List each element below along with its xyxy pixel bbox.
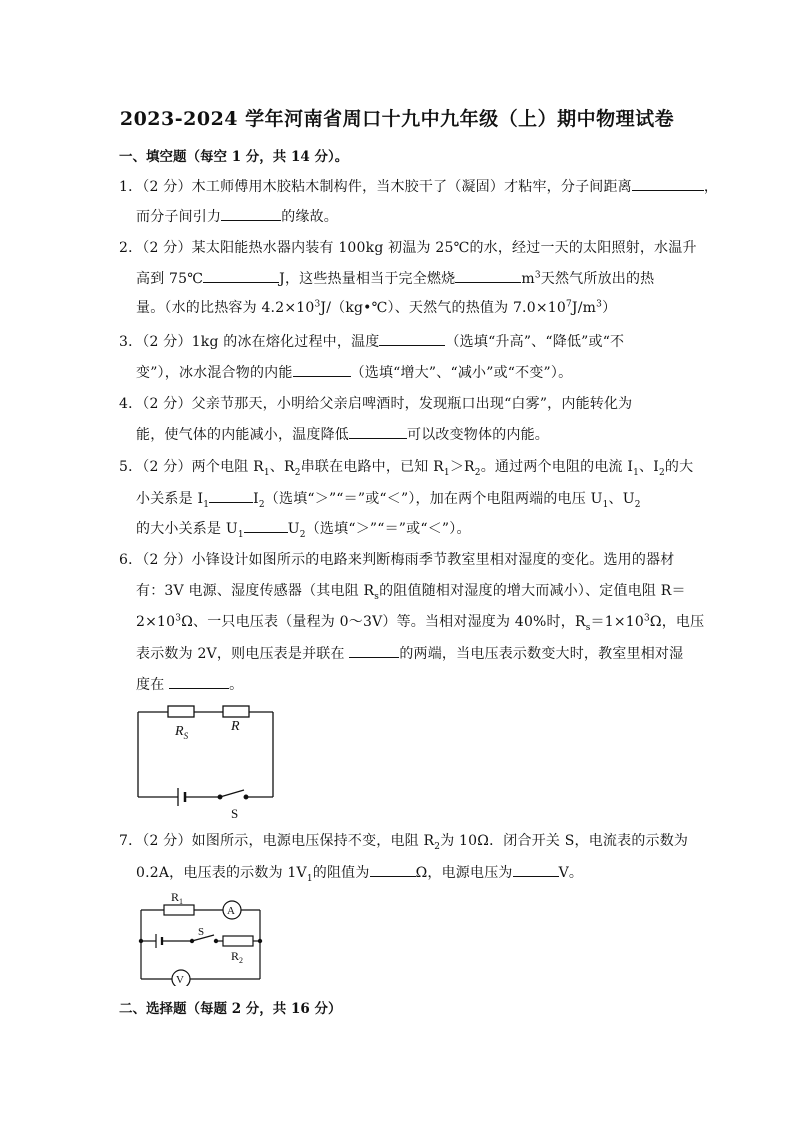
question-5-line-3: 的大小关系是 $U_1$ $U_2$（选填“＞”“＝”或“＜”）。 xyxy=(136,518,676,539)
section-heading-fill-blank: 一、填空题（每空 1 分，共 14 分）。 xyxy=(119,149,349,165)
answer-blank[interactable] xyxy=(513,862,559,877)
resistor-r2 xyxy=(223,936,253,946)
answer-blank[interactable] xyxy=(455,268,521,283)
answer-blank[interactable] xyxy=(244,518,288,533)
rs-label: $R_S$ xyxy=(175,724,189,741)
answer-blank[interactable] xyxy=(370,862,416,877)
question-5-line-1: 5．（2 分）两个电阻 $R_1$、$R_2$串联在电路中，已知 $R_1>R_2$。通过两个电阻的电流 $I_1$、$I_2$的大 xyxy=(119,459,694,478)
question-3-line-1: 3．（2 分）1kg 的冰在熔化过程中，温度 （选填“升高”、“降低”或“不 xyxy=(119,331,679,352)
answer-blank[interactable] xyxy=(349,643,399,658)
question-6-line-2: 有：3V 电源、湿度传感器（其电阻 $R_s$的阻值随相对湿度的增大而减小）、定值电阻 R＝ xyxy=(136,583,686,602)
resistor-r1 xyxy=(164,905,194,915)
answer-blank[interactable] xyxy=(203,268,279,283)
answer-blank[interactable] xyxy=(349,424,407,439)
question-2-line-1: 2．（2 分）某太阳能热水器内装有 100kg 初温为 25℃的水，经过一天的太阳照射，水温升 xyxy=(119,240,697,256)
sensor-resistor-rs xyxy=(168,706,194,717)
ammeter-voltmeter-circuit-diagram xyxy=(128,886,268,986)
ammeter-label: A xyxy=(227,905,235,917)
question-1-line-2: 而分子间引力 的缘故。 xyxy=(136,206,676,227)
page-title: 2023-2024 学年河南省周口十九中九年级（上）期中物理试卷 xyxy=(119,108,675,130)
question-2-line-3: 量。（水的比热容为 $4.2\times 10^3J/(kg•℃)$、天然气的热值为 $7.0\times 10^7J/m^3$） xyxy=(136,299,617,316)
voltmeter-label: V xyxy=(176,974,184,986)
question-1-line-1: 1．（2 分）木工师傅用木胶粘木制构件，当木胶干了（凝固）才粘牢，分子间距离 ， xyxy=(119,176,679,197)
question-4-line-2: 能，使气体的内能减小，温度降低 可以改变物体的内能。 xyxy=(136,424,676,445)
r-label: R xyxy=(231,719,240,734)
question-7-line-1: 7．（2 分）如图所示，电源电压保持不变，电阻 $R_2$为 10Ω．闭合开关 S，电流表的示数为 xyxy=(119,833,689,852)
question-6-line-4: 表示数为 2V，则电压表是并联在 的两端，当电压表示数变大时，教室里相对湿 xyxy=(136,643,676,664)
humidity-circuit-diagram xyxy=(130,700,290,825)
question-6-line-1: 6．（2 分）小锋设计如图所示的电路来判断梅雨季节教室里相对湿度的变化。选用的器材 xyxy=(119,552,675,568)
answer-blank[interactable] xyxy=(379,331,445,346)
question-4-line-1: 4．（2 分）父亲节那天，小明给父亲启啤酒时，发现瓶口出现“白雾”，内能转化为 xyxy=(119,396,633,412)
fixed-resistor-r xyxy=(223,706,249,717)
answer-blank[interactable] xyxy=(632,176,704,191)
question-5-line-2: 小关系是 $I_1$ $I_2$（选填“＞”“＝”或“＜”），加在两个电阻两端的电压 $U_1$、$U_2$ xyxy=(136,488,676,509)
answer-blank[interactable] xyxy=(293,362,351,377)
r1-label: $R_1$ xyxy=(171,890,184,906)
s-label: S xyxy=(231,806,239,821)
answer-blank[interactable] xyxy=(209,488,253,503)
section-heading-multiple-choice: 二、选择题（每题 2 分，共 16 分） xyxy=(119,1001,342,1017)
answer-blank[interactable] xyxy=(221,206,281,221)
switch-s xyxy=(220,790,244,797)
question-2-line-2: 高到 75℃ J，这些热量相当于完全燃烧 $m^3$天然气所放出的热 xyxy=(136,268,676,289)
answer-blank[interactable] xyxy=(169,674,229,689)
question-7-line-2: 0.2A，电压表的示数为 $1V_1$的阻值为 Ω，电源电压为 V。 xyxy=(136,862,676,883)
switch-label: S xyxy=(198,926,205,938)
r2-label: $R_2$ xyxy=(231,949,244,965)
question-6-line-3: $2\times 10^3\Omega$、一只电压表（量程为 0～3V）等。当相对湿度为 40%时，$R_s=1\times 10^3\Omega$，电压 xyxy=(136,613,705,633)
question-3-line-2: 变”），冰水混合物的内能 （选填“增大”、“减小”或“不变”）。 xyxy=(136,362,676,383)
question-6-line-5: 度在 。 xyxy=(136,674,676,695)
